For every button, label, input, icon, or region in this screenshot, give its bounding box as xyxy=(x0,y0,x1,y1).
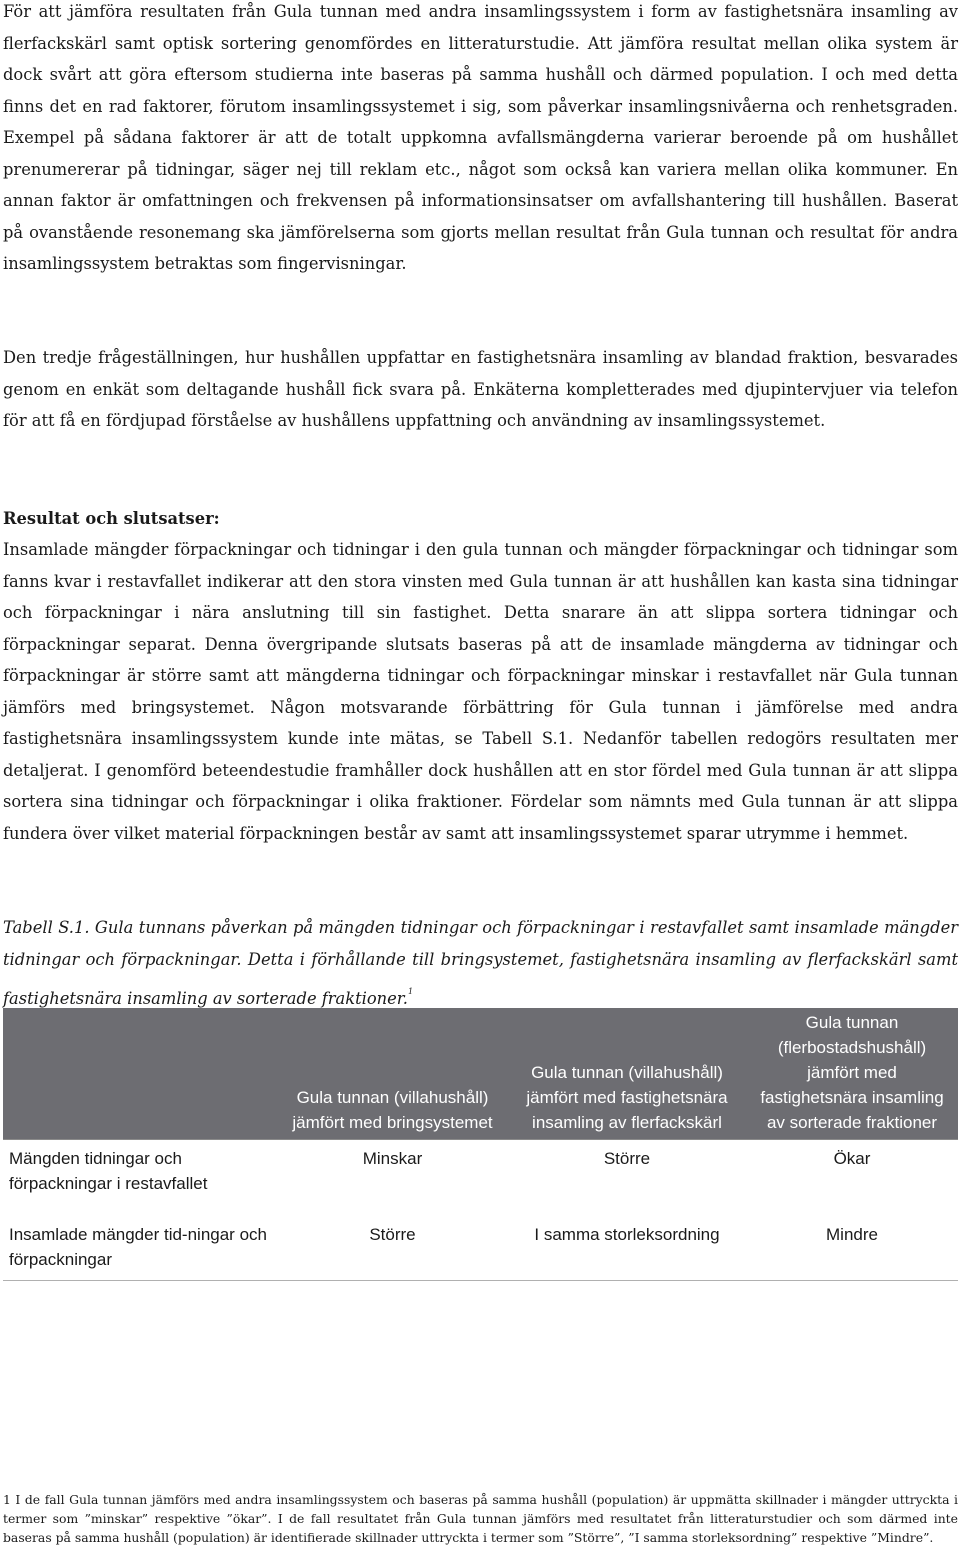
table-row-label: Insamlade mängder tid-ningar och förpackningar xyxy=(3,1202,277,1281)
footnote-reference[interactable]: 1 xyxy=(407,987,414,996)
table-cell: Större xyxy=(508,1140,746,1203)
section-heading-results: Resultat och slutsatser: xyxy=(3,509,220,528)
table-header-col-1: Gula tunnan (villahushåll) jämfört med bringsystemet xyxy=(292,1088,493,1132)
body-paragraph-literature-study: För att jämföra resultaten från Gula tunnan med andra insamlingssystem i form av fastighetsnära insamling av flerfackskärl samt optisk sortering genomfördes en litteraturstudie. Att jämföra resultat mellan olika system är dock svårt att göra eftersom studierna inte baseras på samma hushåll och därmed population. I och med detta finns det en rad faktorer, förutom insamlingssystemet i sig, som påverkar insamlingsnivåerna och renhetsgraden. Exempel på sådana faktorer är att de totalt uppkomna avfallsmängderna varierar beroende på om hushållet prenumererar på tidningar, säger nej till reklam etc., något som också kan variera mellan olika kommuner. En annan faktor är omfattningen och frekvensen på informationsinsatser om avfallshantering till hushållen. Baserat på ovanstående resonemang ska jämförelserna som gjorts mellan resultat från Gula tunnan och resultat för andra insamlingssystem betraktas som fingervisningar. xyxy=(3,2,958,273)
table-cell: Minskar xyxy=(277,1140,508,1203)
table-header-row xyxy=(3,1008,958,1140)
table-row-label: Mängden tidningar och förpackningar i restavfallet xyxy=(3,1140,277,1203)
table-header-empty xyxy=(3,1008,277,1140)
table-header-col-2: Gula tunnan (villahushåll) jämfört med fastighetsnära insamling av flerfackskärl xyxy=(526,1063,728,1132)
table-header-col-3: Gula tunnan (flerbostadshushåll) jämfört med fastighetsnära insamling av sorterade fraktioner xyxy=(760,1013,944,1132)
comparison-table xyxy=(3,1008,958,1281)
table-row xyxy=(3,1202,958,1281)
table-cell: Större xyxy=(277,1202,508,1281)
table-caption xyxy=(3,912,958,1015)
body-paragraph-survey: Den tredje frågeställningen, hur hushållen uppfattar en fastighetsnära insamling av blandad fraktion, besvarades genom en enkät som deltagande hushåll fick svara på. Enkäterna kompletterades med djupintervjuer via telefon för att få en fördjupad förståelse av hushållens uppfattning och användning av insamlingssystemet. xyxy=(3,348,958,430)
table-cell: Ökar xyxy=(746,1140,958,1203)
body-paragraph-results: Insamlade mängder förpackningar och tidningar i den gula tunnan och mängder förpackningar och tidningar som fanns kvar i restavfallet indikerar att den stora vinsten med Gula tunnan är att hushållen kan kasta sina tidningar och förpackningar i nära anslutning till sin fastighet. Detta snarare än att slippa sortera tidningar och förpackningar separat. Denna övergripande slutsats baseras på att de insamlade mängderna av tidningar och förpackningar är större samt att mängderna tidningar och förpackningar minskar i restavfallet när Gula tunnan jämförs med bringsystemet. Någon motsvarande förbättring för Gula tunnan i jämförelse med andra fastighetsnära insamlingssystem kunde inte mätas, se Tabell S.1. Nedanför tabellen redogörs resultaten mer detaljerat. I genomförd beteendestudie framhåller dock hushållen att en stor fördel med Gula tunnan är att slippa sortera sina tidningar och förpackningar i olika fraktioner. Fördelar som nämnts med Gula tunnan är att slippa fundera över vilket material förpackningen består av samt att insamlingssystemet sparar utrymme i hemmet. xyxy=(3,540,958,843)
footnote: 1 I de fall Gula tunnan jämförs med andra insamlingssystem och baseras på samma hushåll (population) är uppmätta skillnader i mängder uttryckta i termer som ”minskar” respektive ”ökar”. I de fall resultatet från Gula tunnan jämförs med resultatet från litteraturstudier och som därmed inte baseras på samma hushåll (population) är identifierade skillnader uttryckta i termer som ”Större”, ”I samma storleksordning” respektive ”Mindre”. xyxy=(3,1492,958,1545)
table-cell: I samma storleksordning xyxy=(508,1202,746,1281)
table-row xyxy=(3,1140,958,1203)
table-caption-text: Tabell S.1. Gula tunnans påverkan på mängden tidningar och förpackningar i restavfallet samt insamlade mängder tidningar och förpackningar. Detta i förhållande till bringsystemet, fastighetsnära insamling av flerfackskärl samt fastighetsnära insamling av sorterade fraktioner. xyxy=(3,918,958,1008)
table-cell: Mindre xyxy=(746,1202,958,1281)
